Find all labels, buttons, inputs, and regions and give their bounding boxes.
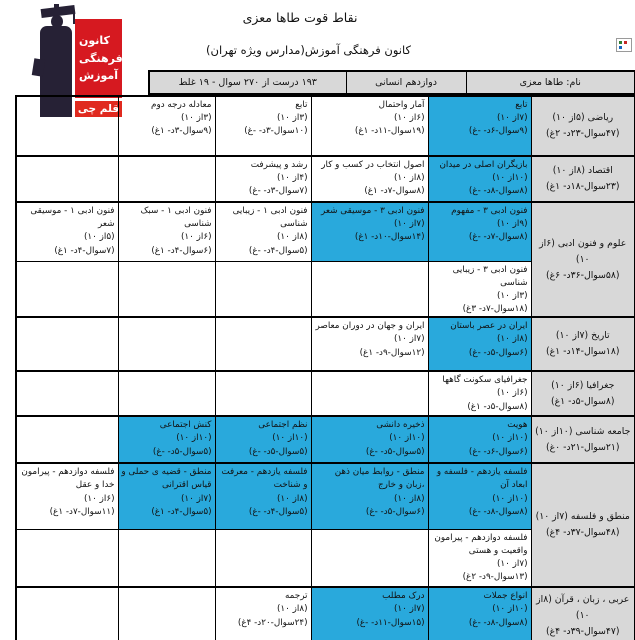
topic-cell [428, 371, 531, 416]
topic-cell [215, 156, 311, 202]
topic-stats: (۸سوال-۸د- -غ) [468, 506, 528, 517]
empty-cell [118, 261, 215, 317]
result-summary: ۱۹۳ درست از ۲۷۰ سوال - ۱۹ غلط [149, 71, 346, 94]
topic-score: (۷از ۱۰) [393, 219, 425, 230]
topic-stats: (۹سوال-۶د- -غ) [468, 126, 528, 137]
topic-stats: (۸سوال-۸د- -غ) [468, 186, 528, 197]
empty-cell [16, 261, 118, 317]
subject-label: جامعه شناسی (۱۰از ۱۰) [535, 425, 631, 437]
empty-cell [215, 261, 311, 317]
subject-stats: (۴۷سوال-۲۳د- ۲غ) [545, 128, 620, 139]
topic-cell [311, 317, 428, 371]
topic-cell [311, 463, 428, 529]
topic-title: درک مطلب [382, 591, 425, 602]
topic-stats: (۱۰سوال-۳د- -غ) [244, 126, 308, 137]
topic-score: (۱۰از ۱۰) [176, 433, 212, 444]
subject-cell-arabic-quran [531, 587, 635, 640]
logo-word-3: آموزش [79, 69, 118, 83]
topic-title: فنون ادبی ۱ - موسیقی شعر [30, 206, 115, 230]
topic-title: فنون ادبی ۳ - زیبایی شناسی [452, 264, 528, 288]
topic-score: (۳از ۱۰) [180, 113, 212, 124]
topic-cell [428, 587, 531, 640]
topic-cell [428, 529, 531, 587]
topic-score: (۷از ۱۰) [393, 334, 425, 345]
topic-stats: (۱۳سوال-۹د- ۲غ) [462, 572, 528, 583]
broken-image-icon [616, 38, 632, 52]
topic-title: بازیگران اصلی در میدان [439, 160, 528, 170]
topic-cell [118, 416, 215, 463]
student-name: نام: طاها معزی [466, 71, 635, 94]
topic-title: فنون ادبی ۱ - زیبایی شناسی [232, 206, 308, 230]
subject-stats: (۴۷سوال-۳۹د- ۴غ) [545, 625, 620, 637]
topic-cell [428, 416, 531, 463]
topic-stats: (۲۴سوال-۲۰د- ۴غ) [237, 617, 308, 628]
topic-cell [118, 202, 215, 261]
subject-stats: (۲۱سوال-۲۱د- ۰غ) [545, 441, 620, 453]
topic-stats: (۸سوال-۸د- -غ) [468, 617, 528, 628]
topic-cell [428, 96, 531, 156]
topic-stats: (۶سوال-۴د- ۱غ) [151, 245, 212, 256]
page-subtitle: کانون فرهنگی آموزش(مدارس ویژه تهران) [206, 43, 411, 57]
topic-score: (۷از ۱۰) [393, 604, 425, 615]
empty-cell [16, 416, 118, 463]
topic-cell [311, 96, 428, 156]
topic-title: فلسفه دوازدهم - پیرامون خدا و عقل [21, 467, 115, 491]
topic-cell [311, 587, 428, 640]
subject-cell-history [531, 317, 635, 371]
topic-title: فلسفه یازدهم - معرفت و شناخت [221, 467, 308, 491]
topic-score: (۱۰از ۱۰) [492, 604, 528, 615]
topic-cell [428, 202, 531, 261]
subject-label: علوم و فنون ادبی (۶از ۱۰) [539, 237, 627, 265]
topic-score: (۱۰از ۱۰) [492, 173, 528, 184]
topic-stats: (۵سوال-۴د- -غ) [248, 245, 308, 256]
topic-cell [311, 416, 428, 463]
empty-cell [16, 156, 118, 202]
topic-score: (۸از ۱۰) [276, 604, 308, 615]
empty-cell [118, 371, 215, 416]
topic-title: آمار واحتمال [378, 100, 425, 110]
topic-score: (۱۰از ۱۰) [492, 433, 528, 444]
subject-stats: (۵۸سوال-۳۶د- ۶غ) [545, 269, 620, 281]
logo-text [75, 19, 122, 98]
topic-cell [118, 96, 215, 156]
subject-label: ریاضی (۵از ۱۰) [552, 112, 614, 124]
topic-stats: (۷سوال-۴د- ۱غ) [54, 245, 115, 256]
topic-stats: (۵سوال-۵د- -غ) [152, 446, 212, 457]
topic-title: جغرافیای سکونت گاهها [442, 375, 528, 386]
empty-cell [311, 371, 428, 416]
subject-cell-literary-arts [531, 202, 635, 317]
topic-score: (۸از ۱۰) [496, 334, 528, 345]
subject-label: عربی ، زبان ، قرآن (۸از ۱۰) [536, 594, 630, 621]
topic-stats: (۵سوال-۵د- -غ) [365, 446, 425, 457]
topic-stats: (۹سوال-۳د- ۱غ) [151, 126, 212, 137]
subject-stats: (۴۸سوال-۳۷د- ۴غ) [545, 527, 620, 539]
empty-cell [118, 529, 215, 587]
topic-cell [428, 261, 531, 317]
topic-title: منطق - روابط میان ذهن ،زبان و خارج [334, 467, 425, 491]
topic-cell [428, 156, 531, 202]
topic-title: فنون ادبی ۳ - مفهوم [451, 206, 528, 216]
topic-title: تابع [295, 100, 308, 110]
empty-cell [311, 529, 428, 587]
empty-cell [16, 371, 118, 416]
topic-score: (۸از ۱۰) [276, 232, 308, 243]
topic-title: معادله درجه دوم [151, 100, 212, 110]
topic-title: فلسفه دوازدهم - پیرامون واقعیت و هستی [434, 532, 528, 556]
empty-cell [215, 317, 311, 371]
topic-score: (۸از ۱۰) [393, 173, 425, 184]
topic-stats: (۶سوال-۵د- -غ) [468, 347, 528, 358]
topic-cell [311, 156, 428, 202]
empty-cell [118, 587, 215, 640]
topic-cell [16, 202, 118, 261]
topic-score: (۱۰از ۱۰) [389, 433, 425, 444]
topic-title: ایران و جهان در دوران معاصر [315, 321, 425, 332]
topic-stats: (۷سوال-۳د- -غ) [248, 186, 308, 197]
subject-label: تاریخ (۷از ۱۰) [555, 330, 610, 342]
empty-cell [215, 371, 311, 416]
topic-cell [118, 463, 215, 529]
topic-cell [215, 416, 311, 463]
topic-score: (۳از ۱۰) [496, 290, 528, 301]
topic-title: منطق - قضیه ی حملی و قیاس اقترانی [121, 467, 212, 491]
logo-word-2: فرهنگی [79, 51, 123, 65]
topic-stats: (۱۹سوال-۱۱د- ۱غ) [354, 126, 425, 137]
logo-word-1: کانون [79, 34, 110, 48]
logo-badge: قلم چی [75, 101, 122, 117]
topic-title: ذخیره دانشی [376, 420, 425, 431]
topic-stats: (۵سوال-۵د- -غ) [248, 446, 308, 457]
topic-title: ایران در عصر باستان [450, 321, 528, 332]
subject-label: جغرافیا (۶از ۱۰) [551, 379, 615, 391]
topic-score: (۳از ۱۰) [276, 113, 308, 124]
subject-cell-geography [531, 371, 635, 416]
topic-stats: (۸سوال-۷د- -غ) [468, 232, 528, 243]
subject-label: منطق و فلسفه (۷از ۱۰) [535, 511, 630, 523]
subject-cell-economics [531, 156, 635, 202]
topic-title: رشد و پیشرفت [250, 160, 308, 170]
topic-stats: (۱۵سوال-۱۱د- -غ) [356, 617, 425, 628]
topic-stats: (۱۴سوال-۱۰د- ۱غ) [354, 232, 425, 243]
empty-cell [215, 529, 311, 587]
topic-score: (۶از ۱۰) [496, 388, 528, 399]
empty-cell [311, 261, 428, 317]
topic-score: (۶از ۱۰) [393, 113, 425, 124]
topic-cell [215, 463, 311, 529]
topic-score: (۱۰از ۱۰) [272, 433, 308, 444]
page-title: نقاط قوت طاها معزی [242, 10, 358, 25]
topic-score: (۹از ۱۰) [496, 219, 528, 230]
topic-title: فنون ادبی ۳ - موسیقی شعر [321, 206, 425, 216]
topic-title: اصول انتخاب در کسب و کار [321, 160, 425, 170]
topic-cell [215, 587, 311, 640]
topic-cell [428, 317, 531, 371]
topic-title: کنش اجتماعی [159, 420, 212, 431]
empty-cell [118, 317, 215, 371]
empty-cell [16, 96, 118, 156]
topic-title: هویت [507, 420, 528, 431]
topic-stats: (۵سوال-۴د- ۱غ) [151, 506, 212, 517]
subject-stats: (۱۸سوال-۱۴د- ۱غ) [545, 346, 620, 358]
topic-score: (۸از ۱۰) [393, 493, 425, 504]
subject-label: اقتصاد (۸از ۱۰) [552, 165, 613, 177]
topic-stats: (۶سوال-۵د- -غ) [365, 506, 425, 517]
topic-stats: (۱۸سوال-۷د- ۳غ) [462, 304, 528, 315]
topic-cell [311, 202, 428, 261]
subject-cell-math [531, 96, 635, 156]
topic-score: (۶از ۱۰) [83, 493, 115, 504]
topic-cell [16, 463, 118, 529]
topic-cell [215, 96, 311, 156]
strengths-table [15, 95, 635, 640]
empty-cell [16, 587, 118, 640]
topic-score: (۵از ۱۰) [83, 232, 115, 243]
topic-score: (۸از ۱۰) [276, 493, 308, 504]
topic-stats: (۸سوال-۷د- ۱غ) [364, 186, 425, 197]
topic-score: (۴از ۱۰) [276, 173, 308, 184]
topic-title: نظم اجتماعی [258, 420, 308, 431]
subject-cell-logic-philosophy [531, 463, 635, 587]
topic-stats: (۱۱سوال-۷د- ۱غ) [49, 506, 115, 517]
topic-cell [428, 463, 531, 529]
topic-cell [215, 202, 311, 261]
student-info-bar [148, 70, 635, 95]
topic-stats: (۶سوال-۶د- -غ) [468, 446, 528, 457]
topic-score: (۶از ۱۰) [180, 232, 212, 243]
topic-score: (۷از ۱۰) [180, 493, 212, 504]
subject-cell-sociology [531, 416, 635, 463]
student-grade: دوازدهم انسانی [346, 71, 466, 94]
topic-stats: (۸سوال-۵د- ۱غ) [467, 401, 528, 412]
empty-cell [16, 529, 118, 587]
topic-title: ترجمه [284, 591, 308, 602]
topic-title: تابع [515, 100, 528, 110]
topic-score: (۱۰از ۱۰) [492, 493, 528, 504]
empty-cell [16, 317, 118, 371]
topic-title: فلسفه یازدهم - فلسفه و ابعاد آن [436, 467, 528, 491]
subject-stats: (۸سوال-۵د- ۱غ) [550, 395, 615, 407]
empty-cell [118, 156, 215, 202]
topic-title: فنون ادبی ۱ - سبک شناسی [140, 206, 212, 230]
topic-score: (۷از ۱۰) [496, 559, 528, 570]
topic-score: (۷از ۱۰) [496, 113, 528, 124]
topic-stats: (۵سوال-۴د- -غ) [248, 506, 308, 517]
topic-title: انواع جملات [483, 591, 528, 602]
subject-stats: (۲۳سوال-۱۸د- ۱غ) [545, 181, 620, 192]
topic-stats: (۱۲سوال-۹د- ۱غ) [359, 347, 425, 358]
